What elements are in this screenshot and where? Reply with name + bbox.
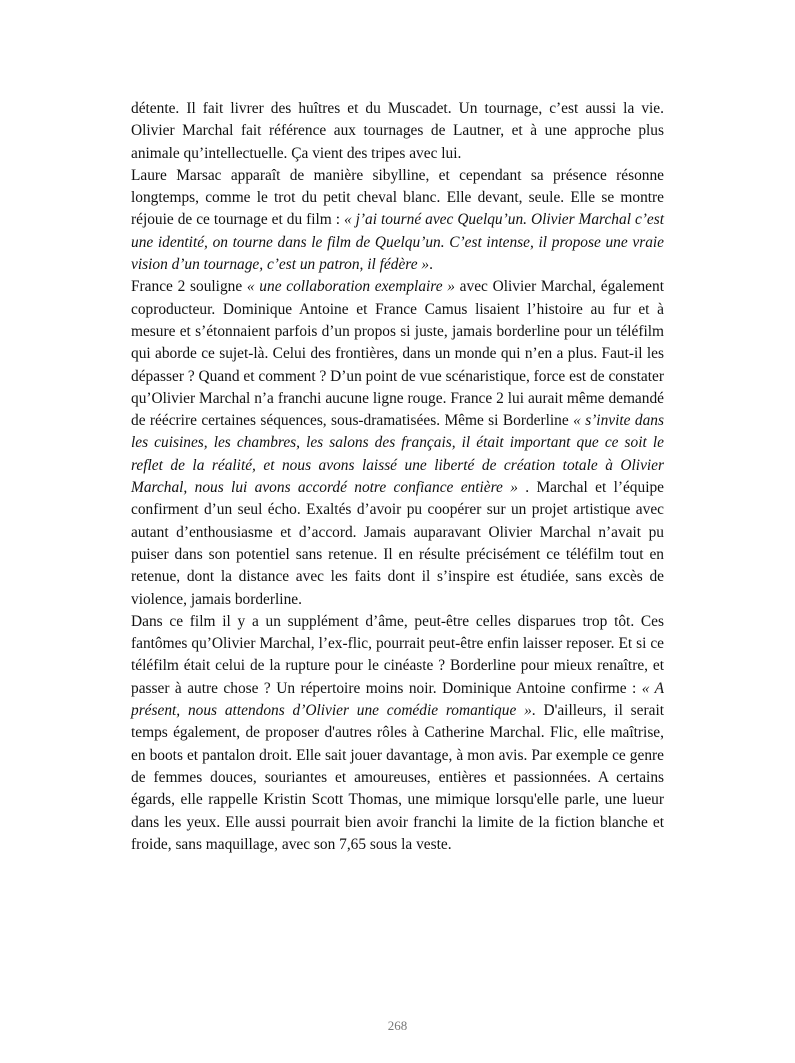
paragraph-4-text-a: Dans ce film il y a un supplément d’âme, peut-être celles disparues trop tôt. Ces fantômes qu’Olivier Marchal, l’ex-flic, pourrait peut-être enfin laisser reposer. Et si ce téléfilm était celui de la rupture pour le cinéaste ? Borderline pour mieux renaître, et passer à autre chose ? Un répertoire moins noir. Dominique Antoine confirme : (131, 612, 664, 697)
page-body (131, 98, 664, 856)
paragraph-3-quote-a: « une collaboration exemplaire » (246, 278, 455, 296)
paragraph-3-quote-b: « s’invite dans les cuisines, les chambres, les salons des français, il était important que ce soit le reflet de la réalité, et nous avons laissé une liberté de création totale à Olivier Marchal, nous lui avons accordé notre confiance entière » (131, 412, 664, 497)
paragraph-3-text-a: France 2 souligne (131, 278, 247, 296)
paragraph-3-text-c: . Marchal et l’équipe confirment d’un seul écho. Exaltés d’avoir pu coopérer sur un projet artistique avec autant d’enthousiasme et d’accord. Jamais auparavant Olivier Marchal n’avait pu puiser dans son potentiel sans retenue. Il en résulte précisément ce téléfilm tout en retenue, dont la distance avec les faits dont il s’inspire est étudiée, sans excès de violence, jamais borderline. (131, 479, 665, 608)
paragraph-3-text-b: avec Olivier Marchal, également coproducteur. Dominique Antoine et France Camus lisaient l’histoire au fur et à mesure et s’étonnaient parfois d’un propos si juste, jamais borderline pour un téléfilm qui aborde ce sujet-là. Celui des frontières, dans un monde qui n’en a plus. Faut-il les dépasser ? Quand et comment ? D’un point de vue scénaristique, force est de constater qu’Olivier Marchal n’a franchi aucune ligne rouge. France 2 lui aurait même demandé de réécrire certaines séquences, sous-dramatisées. Même si Borderline (131, 278, 664, 430)
page-number: 268 (387, 1018, 408, 1033)
paragraph-2-quote: « j’ai tourné avec Quelqu’un. Olivier Marchal c’est une identité, on tourne dans le film de Quelqu’un. C’est intense, il propose une vraie vision d’un tournage, c’est un patron, il fédère » (131, 211, 664, 274)
paragraph-2 (131, 165, 664, 276)
paragraph-4-quote: « A présent, nous attendons d’Olivier une comédie romantique » (131, 679, 664, 720)
paragraph-4 (131, 611, 664, 856)
paragraph-3 (131, 276, 664, 610)
paragraph-4-text-b: . D'ailleurs, il serait temps également, de proposer d'autres rôles à Catherine Marchal. Flic, elle maîtrise, en boots et pantalon droit. Elle sait jouer davantage, à mon avis. Par exemple ce genre de femmes douces, souriantes et amoureuses, entières et passionnées. A certains égards, elle rappelle Kristin Scott Thomas, une mimique lorsqu'elle parle, une lueur dans les yeux. Elle aussi pourrait bien avoir franchi la limite de la fiction blanche et froide, sans maquillage, avec son 7,65 sous la veste. (131, 702, 665, 853)
paragraph-1 (131, 98, 664, 165)
paragraph-2-text-a: Laure Marsac apparaît de manière sibylline, et cependant sa présence résonne longtemps, comme le trot du petit cheval blanc. Elle devant, seule. Elle se montre réjouie de ce tournage et du film : (131, 166, 664, 229)
paragraph-1-text: détente. Il fait livrer des huîtres et du Muscadet. Un tournage, c’est aussi la vie. Olivier Marchal fait référence aux tournages de Lautner, et à une approche plus animale qu’intellectuelle. Ça vient des tripes avec lui. (131, 100, 664, 162)
paragraph-2-text-b: . (429, 256, 433, 274)
